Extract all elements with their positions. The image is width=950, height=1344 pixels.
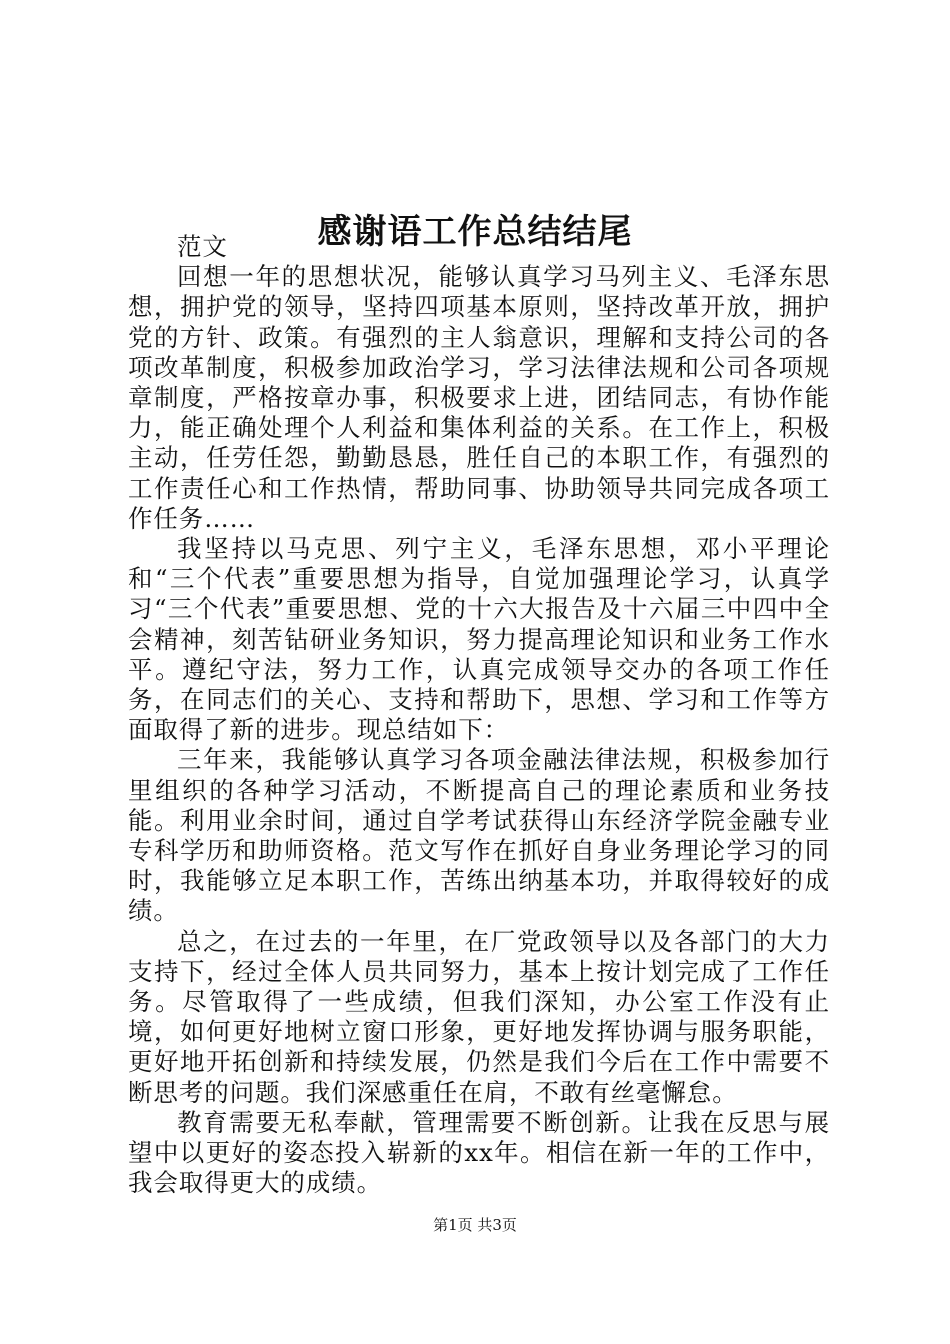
page-number-footer: 第1页 共3页: [433, 1216, 517, 1234]
document-title: 感谢语工作总结结尾: [317, 211, 633, 252]
paragraph: 回想一年的思想状况，能够认真学习马列主义、毛泽东思想，拥护党的领导，坚持四项基本原则，坚持改革开放，拥护党的方针、政策。有强烈的主人翁意识，理解和支持公司的各项改革制度，积极参加政治学习，学习法律法规和公司各项规章制度，严格按章办事，积极要求上进，团结同志，有协作能力，能正确处理个人利益和集体利益的关系。在工作上，积极主动，任劳任怨，勤勤恳恳，胜任自己的本职工作，有强烈的工作责任心和工作热情，帮助同事、协助领导共同完成各项工作任务……: [128, 262, 830, 533]
document-body: [128, 232, 830, 1199]
paragraph: 三年来，我能够认真学习各项金融法律法规，积极参加行里组织的各种学习活动，不断提高自己的理论素质和业务技能。利用业余时间，通过自学考试获得山东经济学院金融专业专科学历和助师资格。范文写作在抓好自身业务理论学习的同时，我能够立足本职工作，苦练出纳基本功，并取得较好的成绩。: [128, 745, 830, 926]
paragraph: 教育需要无私奉献，管理需要不断创新。让我在反思与展望中以更好的姿态投入崭新的xx年。相信在新一年的工作中，我会取得更大的成绩。: [128, 1107, 830, 1198]
paragraph: 总之，在过去的一年里，在厂党政领导以及各部门的大力支持下，经过全体人员共同努力，基本上按计划完成了工作任务。尽管取得了一些成绩，但我们深知，办公室工作没有止境，如何更好地树立窗口形象，更好地发挥协调与服务职能，更好地开拓创新和持续发展，仍然是我们今后在工作中需要不断思考的问题。我们深感重任在肩，不敢有丝毫懈怠。: [128, 926, 830, 1107]
paragraph-label: 范文: [177, 232, 228, 261]
paragraph: 我坚持以马克思、列宁主义，毛泽东思想，邓小平理论和“三个代表”重要思想为指导，自觉加强理论学习，认真学习“三个代表”重要思想、党的十六大报告及十六届三中四中全会精神，刻苦钻研业务知识，努力提高理论知识和业务工作水平。遵纪守法，努力工作，认真完成领导交办的各项工作任务，在同志们的关心、支持和帮助下，思想、学习和工作等方面取得了新的进步。现总结如下：: [128, 534, 830, 745]
